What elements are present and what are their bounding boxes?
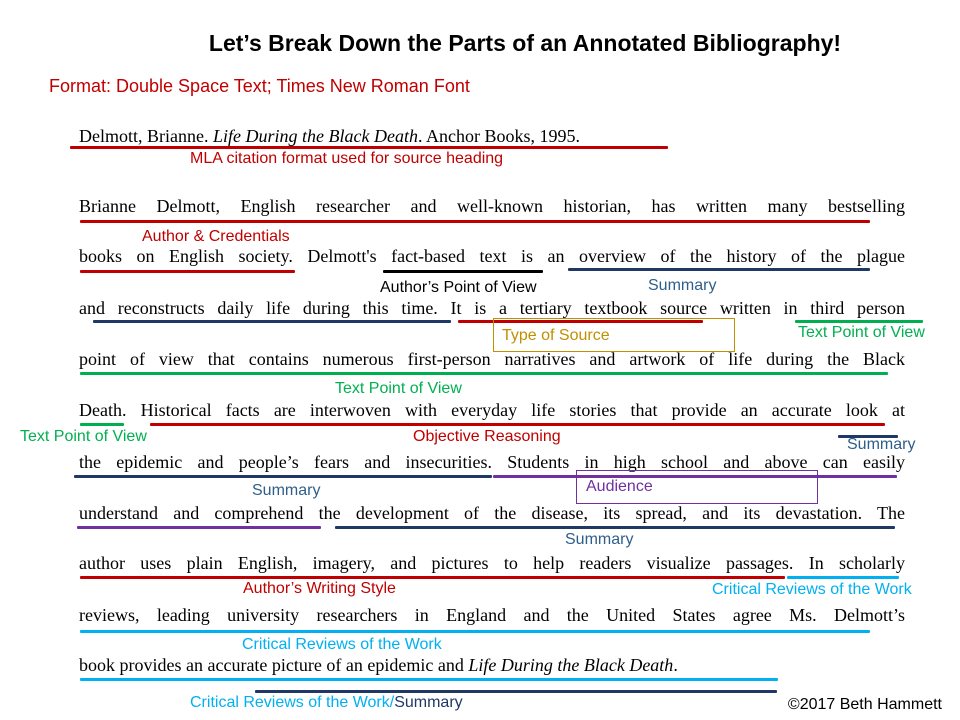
- annotation-line-7: understand and comprehend the development of the disease, its spread, and its devastation. The: [79, 503, 905, 523]
- underline-critical-reviews-summary: [255, 690, 777, 693]
- annotation-line-2: books on English society. Delmott's fact-based text is an overview of the history of the plague: [79, 246, 905, 266]
- annotation-line-10: [79, 655, 678, 676]
- annotation-line-8: author uses plain English, imagery, and pictures to help readers visualize passages. In scholarly: [79, 553, 905, 573]
- underline-critical-reviews-3: [80, 678, 778, 681]
- underline-text-pov-1: [795, 320, 923, 323]
- copyright-notice: ©2017 Beth Hammett: [787, 696, 942, 713]
- label-text-pov-1: Text Point of View: [798, 324, 925, 341]
- underline-writing-style: [80, 576, 785, 579]
- annotation-line-4: point of view that contains numerous first-person narratives and artwork of life during the Black: [79, 349, 905, 369]
- label-summary-part: Summary: [394, 694, 463, 711]
- label-author-credentials: Author & Credentials: [142, 228, 290, 245]
- label-summary-3: Summary: [252, 482, 321, 499]
- label-summary-4: Summary: [565, 531, 634, 548]
- last-line-end: .: [673, 655, 678, 675]
- last-line-book-title: Life During the Black Death: [468, 655, 674, 675]
- label-objective-reasoning: Objective Reasoning: [413, 428, 561, 445]
- annotation-line-6: the epidemic and people’s fears and insecurities. Students in high school and above can easily: [79, 452, 905, 472]
- label-type-of-source: Type of Source: [502, 327, 610, 344]
- underline-credentials-cont: [80, 270, 295, 273]
- label-critical-reviews-summary: [190, 694, 463, 712]
- underline-text-pov-2: [80, 372, 888, 375]
- annotation-line-9: reviews, leading university researchers in England and the United States agree Ms. Delmott’s: [79, 605, 905, 625]
- label-critical-reviews-1: Critical Reviews of the Work: [712, 581, 912, 598]
- citation-book-title: Life During the Black Death: [212, 126, 418, 146]
- underline-credentials: [80, 220, 870, 223]
- underline-summary-1: [568, 268, 870, 271]
- label-summary-2: Summary: [847, 436, 916, 453]
- underline-critical-reviews-2: [80, 630, 870, 633]
- underline-summary-3: [335, 526, 895, 529]
- citation-line: [79, 126, 580, 147]
- annotation-line-1: Brianne Delmott, English researcher and well-known historian, has written many bestselling: [79, 196, 905, 216]
- underline-summary-1-cont: [93, 320, 451, 323]
- label-critical-reviews-2: Critical Reviews of the Work: [242, 636, 442, 653]
- label-summary-1: Summary: [648, 277, 717, 294]
- label-writing-style: Author’s Writing Style: [243, 580, 396, 597]
- citation-publisher: . Anchor Books, 1995.: [417, 126, 580, 146]
- annotation-line-5: Death. Historical facts are interwoven with everyday life stories that provide an accurate look at: [79, 400, 905, 420]
- label-mla-citation: MLA citation format used for source heading: [190, 150, 504, 167]
- label-critical-reviews-part: Critical Reviews of the Work/: [190, 694, 395, 711]
- underline-text-pov-3: [80, 423, 124, 426]
- label-text-pov-3: Text Point of View: [20, 428, 147, 445]
- underline-critical-reviews-1: [787, 576, 899, 579]
- underline-audience-cont: [77, 526, 321, 529]
- underline-objective-reasoning: [150, 423, 885, 426]
- citation-author: Delmott, Brianne.: [79, 126, 213, 146]
- label-text-pov-2: Text Point of View: [335, 380, 462, 397]
- label-audience: Audience: [586, 478, 653, 495]
- annotation-line-3: and reconstructs daily life during this time. It is a tertiary textbook source written in third person: [79, 298, 905, 318]
- underline-authors-pov: [383, 270, 543, 273]
- page-title: Let’s Break Down the Parts of an Annotated Bibliography!: [208, 30, 842, 56]
- last-line-text: book provides an accurate picture of an epidemic and: [79, 655, 469, 675]
- underline-summary-2-cont: [74, 475, 492, 478]
- underline-citation: [70, 146, 668, 149]
- label-authors-pov: Author’s Point of View: [380, 279, 537, 296]
- format-note: Format: Double Space Text; Times New Roman Font: [49, 76, 470, 96]
